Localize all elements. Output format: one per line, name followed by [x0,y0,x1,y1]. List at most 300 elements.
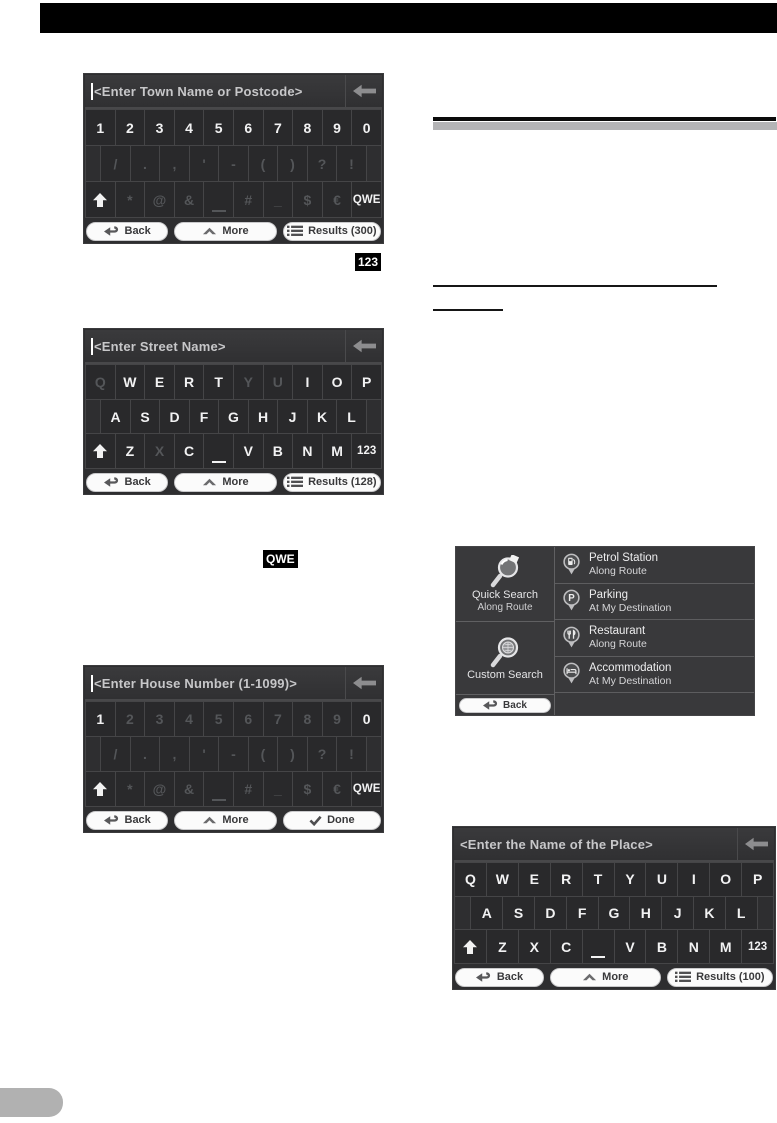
key-9 [323,701,353,736]
key-label: S [513,905,524,921]
key-label: K [316,408,328,425]
key-label: 8 [303,119,312,136]
key-0[interactable] [352,109,382,145]
quick-search-button[interactable] [456,547,554,622]
key-label: ( [260,155,266,172]
key-U [264,364,294,399]
poi-item-title: Accommodation [589,661,672,674]
key-label: @ [152,191,167,208]
screenshot-place-name-keyboard [452,826,776,990]
space-key [204,771,234,806]
key-label: $ [303,191,312,208]
key-label: QWE [352,193,381,206]
key-label: , [172,746,177,762]
key-4[interactable] [175,109,205,145]
more-button[interactable] [174,811,276,830]
key-P[interactable] [742,862,774,896]
key-L[interactable] [337,399,367,434]
back-button[interactable] [459,698,551,713]
key-N[interactable] [678,929,710,963]
key-label: - [231,155,236,172]
keyboard-button-row [85,218,382,242]
key-C[interactable] [551,929,583,963]
key-label: O [720,871,732,888]
poi-item-petrol-station[interactable] [555,547,754,584]
qwerty-keyboard-chip: QWE [263,550,298,568]
key-label: Z [125,443,135,460]
key-W[interactable] [487,862,519,896]
key-label: W [123,373,137,390]
key-0[interactable] [352,701,382,736]
key-label: ' [202,746,206,762]
key-123[interactable] [352,433,382,468]
cell-subtitle: Along Route [477,601,533,613]
results-button[interactable] [283,222,381,241]
space-icon [212,461,226,463]
screenshot-street-name-keyboard [83,328,384,495]
text-cursor [91,83,93,100]
poi-item-text [589,551,658,578]
backspace-icon [745,837,768,851]
poi-item-text [589,661,671,688]
key-, [160,145,190,181]
key-Y [234,364,264,399]
key-label: 9 [333,711,341,727]
key-label: A [481,905,492,921]
shift-icon [92,192,108,208]
keyboard-button-row [85,469,382,493]
key-) [278,736,308,771]
key-K[interactable] [308,399,338,434]
button-label: Back [496,971,524,983]
more-button[interactable] [174,473,276,492]
key-label: 6 [244,711,253,727]
key-label: ' [202,155,206,172]
keyboard-rows [454,862,774,964]
more-button[interactable] [550,968,661,987]
key-filler [86,399,101,434]
key-O[interactable] [323,364,353,399]
keyboard-rows [85,701,382,807]
svg-text:P: P [568,593,575,605]
key-label: V [243,443,253,460]
key-label: E [154,373,165,390]
keyboard-prompt: <Enter Town Name or Postcode> [94,83,303,99]
key-Q[interactable] [455,862,487,896]
key-! [337,145,367,181]
keyboard-row [86,701,382,736]
key-label: C [184,443,195,460]
key-J[interactable] [662,896,694,930]
keyboard-row [455,929,774,963]
key-label: 1 [96,119,105,136]
page-number-tab [0,1088,63,1117]
key-label: P [361,373,372,390]
poi-item-subtitle: At My Destination [589,674,672,687]
cell-title: Quick Search [471,588,539,601]
key-label: / [113,155,118,172]
key-P[interactable] [352,364,382,399]
key-label: N [302,443,313,460]
key-label: * [127,191,133,208]
key-M[interactable] [323,433,353,468]
shift-icon [92,443,108,459]
key-label: H [640,905,651,921]
poi-item-title: Parking [589,588,628,601]
key-E[interactable] [519,862,551,896]
key-5[interactable] [204,109,234,145]
petrol-icon [562,553,581,577]
keyboard-row [86,364,382,399]
key-6 [234,701,264,736]
shift-icon [462,939,478,955]
key-, [160,736,190,771]
key-label: € [333,781,341,797]
button-label: Back [124,225,151,237]
key-label: ? [317,155,327,172]
key-label: 4 [185,711,193,727]
key-123[interactable] [742,929,774,963]
key-B[interactable] [646,929,678,963]
key-Y[interactable] [615,862,647,896]
key-F[interactable] [567,896,599,930]
button-label: More [602,971,629,983]
key-2 [116,701,146,736]
back-icon [104,815,120,826]
key-Q [86,364,116,399]
screenshot-quick-search-panel [455,546,755,716]
key-. [131,145,161,181]
key-label: T [593,871,603,888]
keyboard-prompt: <Enter House Number (1-1099)> [94,675,298,691]
key-5 [204,701,234,736]
key-label: 3 [155,119,164,136]
results-icon [287,476,303,488]
key-D[interactable] [535,896,567,930]
key-M[interactable] [710,929,742,963]
key-label: * [127,781,133,797]
backspace-key[interactable] [345,330,382,362]
key-H[interactable] [249,399,279,434]
more-button[interactable] [174,222,276,241]
back-icon [483,700,499,711]
key-filler [86,736,101,771]
shift-key[interactable] [86,433,116,468]
back-icon [104,226,120,237]
key-7[interactable] [264,109,294,145]
backspace-key[interactable] [345,75,382,107]
key-! [337,736,367,771]
more-icon [202,478,217,486]
page-header-bar [40,3,777,33]
key-U[interactable] [646,862,678,896]
key-label: G [608,905,620,921]
key-8 [293,701,323,736]
screenshot-house-number-keyboard [83,665,384,833]
back-button[interactable] [86,473,168,492]
key-B[interactable] [264,433,294,468]
key-QWE[interactable] [352,771,382,806]
cell-title: Custom Search [467,668,543,681]
key-C[interactable] [175,433,205,468]
key-Z[interactable] [487,929,519,963]
key-( [249,736,279,771]
key-label: & [184,191,195,208]
done-button[interactable] [283,811,381,830]
keyboard-input-field[interactable] [85,330,382,364]
key-- [219,736,249,771]
key-filler [455,896,471,930]
quick-search-item-list [555,547,754,715]
key-R[interactable] [551,862,583,896]
key-label: 123 [357,445,377,458]
key-label: W [495,871,509,888]
keyboard-input-field[interactable] [85,75,382,109]
key-4 [175,701,205,736]
key-( [249,145,279,181]
shift-key[interactable] [455,929,487,963]
keyboard-row [455,896,774,930]
key-label: ! [349,746,354,762]
key-label: B [656,938,667,955]
key-label: G [228,408,239,425]
key-7 [264,701,294,736]
button-label: Back [503,699,527,711]
key-label: 8 [303,711,312,727]
key-E[interactable] [145,364,175,399]
numeric-keyboard-chip: 123 [355,253,381,271]
space-icon [591,956,605,958]
key-label: C [561,938,572,955]
space-key[interactable] [204,433,234,468]
key-I[interactable] [293,364,323,399]
keyboard-row [86,109,382,145]
key-T[interactable] [204,364,234,399]
link-underline-long [433,285,717,287]
key-label: A [110,408,121,425]
keyboard-prompt: <Enter the Name of the Place> [460,836,653,852]
back-icon [104,477,120,488]
more-icon [582,973,597,981]
key-label: 2 [125,119,134,136]
key-label: X [529,938,539,955]
shift-icon [92,781,108,797]
backspace-icon [353,84,376,98]
key-3 [145,701,175,736]
key-X[interactable] [519,929,551,963]
key-label: / [113,746,118,762]
text-cursor [91,338,93,355]
back-button[interactable] [86,222,168,241]
quick-search-back-area [456,695,554,715]
panel-filler [555,693,754,715]
back-icon [476,972,492,983]
key-label: O [331,373,343,390]
key-? [308,736,338,771]
key-T[interactable] [583,862,615,896]
key-QWE[interactable] [352,181,382,217]
key-8[interactable] [293,109,323,145]
key-label: Q [94,373,106,390]
poi-item-title: Petrol Station [589,552,659,565]
button-label: More [222,476,249,488]
backspace-key[interactable] [737,828,774,860]
backspace-key[interactable] [345,667,382,699]
keyboard-prompt: <Enter Street Name> [94,338,226,354]
key-label: U [656,871,667,888]
key-L[interactable] [726,896,758,930]
key-* [116,181,146,217]
key-) [278,145,308,181]
key-V[interactable] [234,433,264,468]
key-J[interactable] [278,399,308,434]
key-label: H [257,408,269,425]
key-N[interactable] [293,433,323,468]
key-label: D [169,408,180,425]
key-label: J [673,905,682,921]
key-3[interactable] [145,109,175,145]
key-label: ? [317,746,327,762]
key-label: 9 [333,119,341,136]
shift-key[interactable] [86,181,116,217]
key-label: 4 [185,119,193,136]
more-icon [202,227,217,235]
button-label: More [222,814,249,826]
key-label: 7 [273,119,282,136]
key-label: ( [260,746,266,762]
key-label: 0 [362,119,371,136]
button-label: More [222,225,249,237]
key-K[interactable] [694,896,726,930]
text-cursor [91,675,93,692]
key-€ [323,771,353,806]
custom-search-button[interactable] [456,622,554,695]
key-H[interactable] [630,896,662,930]
key-R[interactable] [175,364,205,399]
key-label: 6 [244,119,253,136]
button-label: Back [124,814,151,826]
key-Z[interactable] [116,433,146,468]
key-label: - [231,746,236,762]
key-V[interactable] [615,929,647,963]
key-label: R [561,871,572,888]
key-label: B [272,443,283,460]
keyboard-row [86,399,382,434]
keyboard-row [86,771,382,806]
poi-item-title: Restaurant [589,625,646,638]
keyboard-row [86,145,382,181]
key-1[interactable] [86,109,116,145]
key-label: S [140,408,150,425]
poi-item-restaurant[interactable] [555,620,754,657]
back-button[interactable] [455,968,544,987]
key-label: Z [498,938,507,955]
poi-item-accommodation[interactable] [555,657,754,694]
key-G[interactable] [219,399,249,434]
key-# [234,181,264,217]
key-label: U [272,373,283,390]
key-label: € [333,191,341,208]
key-label: & [184,781,195,797]
key-€ [323,181,353,217]
key-label: . [143,746,147,762]
results-button[interactable] [667,968,773,987]
key-label: 5 [214,711,223,727]
key-label: P [752,871,763,888]
key-label: I [305,373,310,390]
key-/ [101,736,131,771]
key-2[interactable] [116,109,146,145]
keyboard-input-field[interactable] [85,667,382,701]
key-I[interactable] [678,862,710,896]
key-W[interactable] [116,364,146,399]
key-label: QWE [352,783,381,795]
key-9[interactable] [323,109,353,145]
key-label: J [288,408,297,425]
key-A[interactable] [101,399,131,434]
shift-key[interactable] [86,771,116,806]
done-icon [309,815,322,826]
key-F[interactable] [190,399,220,434]
poi-item-subtitle: Along Route [589,638,647,651]
backspace-icon [353,676,376,690]
key-label: , [172,155,177,172]
key-S[interactable] [503,896,535,930]
key-label: F [577,905,587,921]
key-O[interactable] [710,862,742,896]
space-icon [212,210,226,212]
key-6[interactable] [234,109,264,145]
key-' [190,145,220,181]
space-key[interactable] [583,929,615,963]
key-G[interactable] [599,896,631,930]
poi-item-text [589,624,647,651]
results-icon [675,971,691,983]
key-& [175,771,205,806]
keyboard-button-row [85,807,382,831]
key-- [219,145,249,181]
section-heading-rule-gray [433,122,777,130]
key-D[interactable] [160,399,190,434]
keyboard-row [86,433,382,468]
key-' [190,736,220,771]
keyboard-input-field[interactable] [454,828,774,862]
key-@ [145,181,175,217]
poi-item-parking[interactable] [555,584,754,621]
keyboard-row [86,181,382,217]
results-icon [287,225,303,237]
key-S[interactable] [131,399,161,434]
key-label: M [331,443,343,460]
key-* [116,771,146,806]
key-_ [264,771,294,806]
key-label: ) [290,746,295,762]
section-heading-rule-black [433,117,776,121]
key-& [175,181,205,217]
key-1[interactable] [86,701,116,736]
poi-item-subtitle: At My Destination [589,601,672,614]
key-A[interactable] [471,896,503,930]
key-label: # [244,191,253,208]
key-label: K [704,905,715,921]
results-button[interactable] [283,473,381,492]
key-label: R [184,373,195,390]
space-icon [212,799,226,801]
key-label: # [244,781,253,797]
key-/ [101,145,131,181]
key-label: $ [303,781,312,797]
back-button[interactable] [86,811,168,830]
